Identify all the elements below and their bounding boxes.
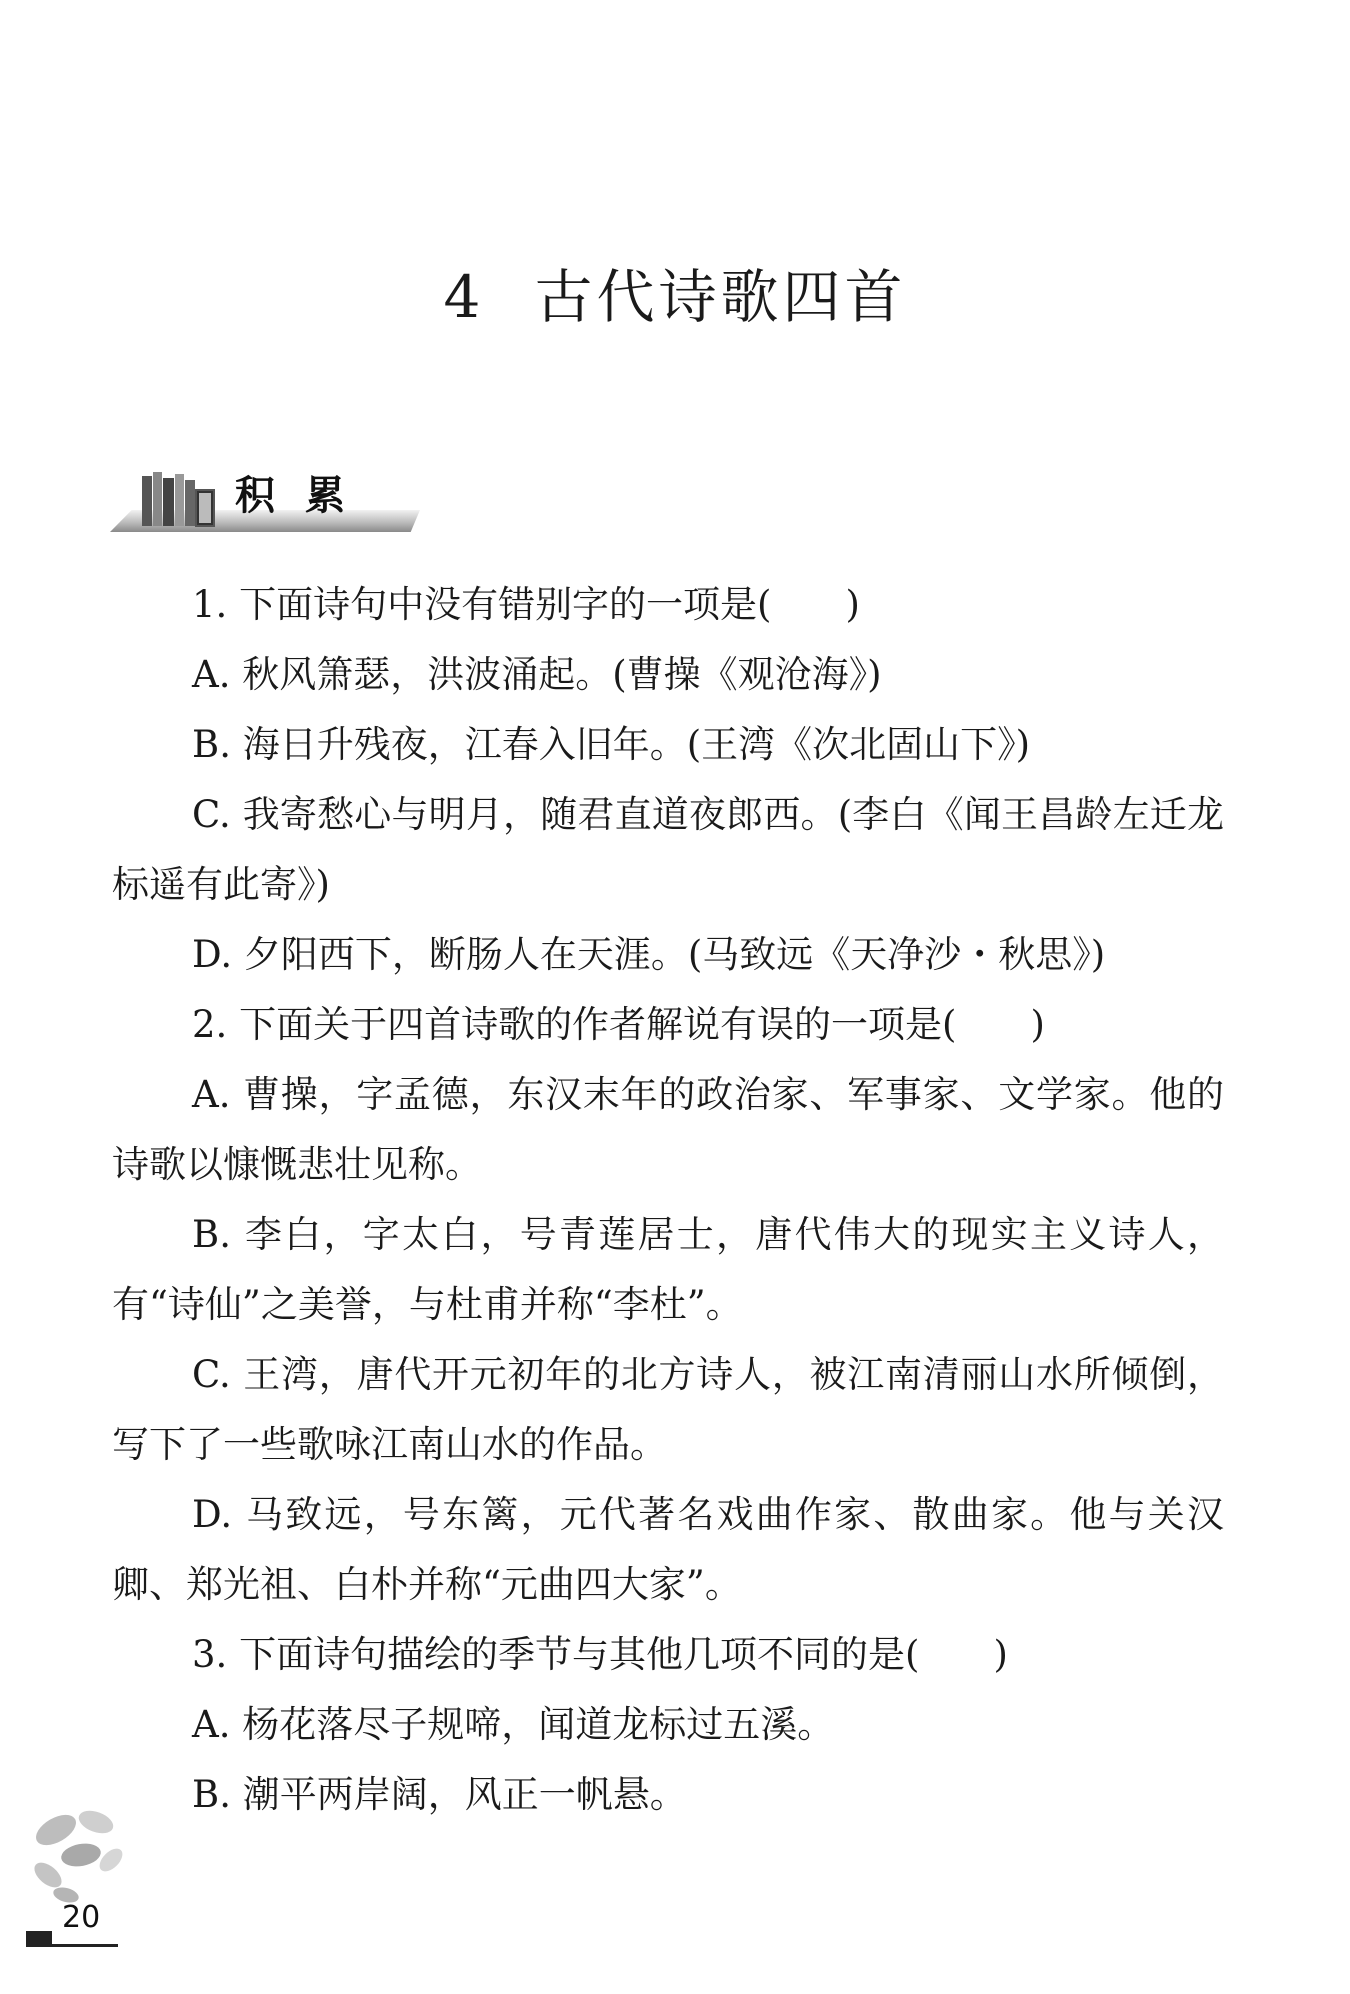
chapter-title-text: 古代诗歌四首 — [534, 263, 907, 331]
page-number: 20 — [62, 1900, 101, 1935]
section-header — [110, 462, 420, 542]
question-1-option-a: A. 秋风箫瑟，洪波涌起。(曹操《观沧海》) — [192, 653, 882, 696]
question-2-option-d: D. 马致远，号东篱，元代著名戏曲作家、散曲家。他与关汉卿、郑光祖、白朴并称“元曲四大家”。 — [112, 1493, 1224, 1606]
question-list — [112, 570, 1224, 1830]
question-2-option-b: B. 李白，字太白，号青莲居士，唐代伟大的现实主义诗人，有“诗仙”之美誉，与杜甫并称“李杜”。 — [112, 1213, 1224, 1326]
page-number-marker — [26, 1931, 52, 1944]
chapter-number: 4 — [443, 263, 485, 331]
page-number-underline — [26, 1944, 118, 1947]
question-1-option-c: C. 我寄愁心与明月，随君直道夜郎西。(李白《闻王昌龄左迁龙标遥有此寄》) — [112, 793, 1224, 906]
question-3-option-b: B. 潮平两岸阔，风正一帆悬。 — [192, 1773, 687, 1816]
question-1-option-d: D. 夕阳西下，断肠人在天涯。(马致远《天净沙・秋思》) — [192, 933, 1106, 976]
question-1-stem: 1. 下面诗句中没有错别字的一项是( ) — [192, 583, 860, 626]
section-label: 积累 — [235, 473, 375, 519]
question-1-option-b: B. 海日升残夜，江春入旧年。(王湾《次北固山下》) — [192, 723, 1031, 766]
question-3-option-a: A. 杨花落尽子规啼，闻道龙标过五溪。 — [192, 1703, 835, 1746]
question-3-stem: 3. 下面诗句描绘的季节与其他几项不同的是( ) — [192, 1633, 1008, 1676]
books-icon — [140, 470, 218, 530]
chapter-title — [0, 250, 1350, 334]
question-2-stem: 2. 下面关于四首诗歌的作者解说有误的一项是( ) — [192, 1003, 1045, 1046]
question-2-option-a: A. 曹操，字孟德，东汉末年的政治家、军事家、文学家。他的诗歌以慷慨悲壮见称。 — [112, 1073, 1224, 1186]
question-2-option-c: C. 王湾，唐代开元初年的北方诗人，被江南清丽山水所倾倒，写下了一些歌咏江南山水的作品。 — [112, 1353, 1224, 1466]
